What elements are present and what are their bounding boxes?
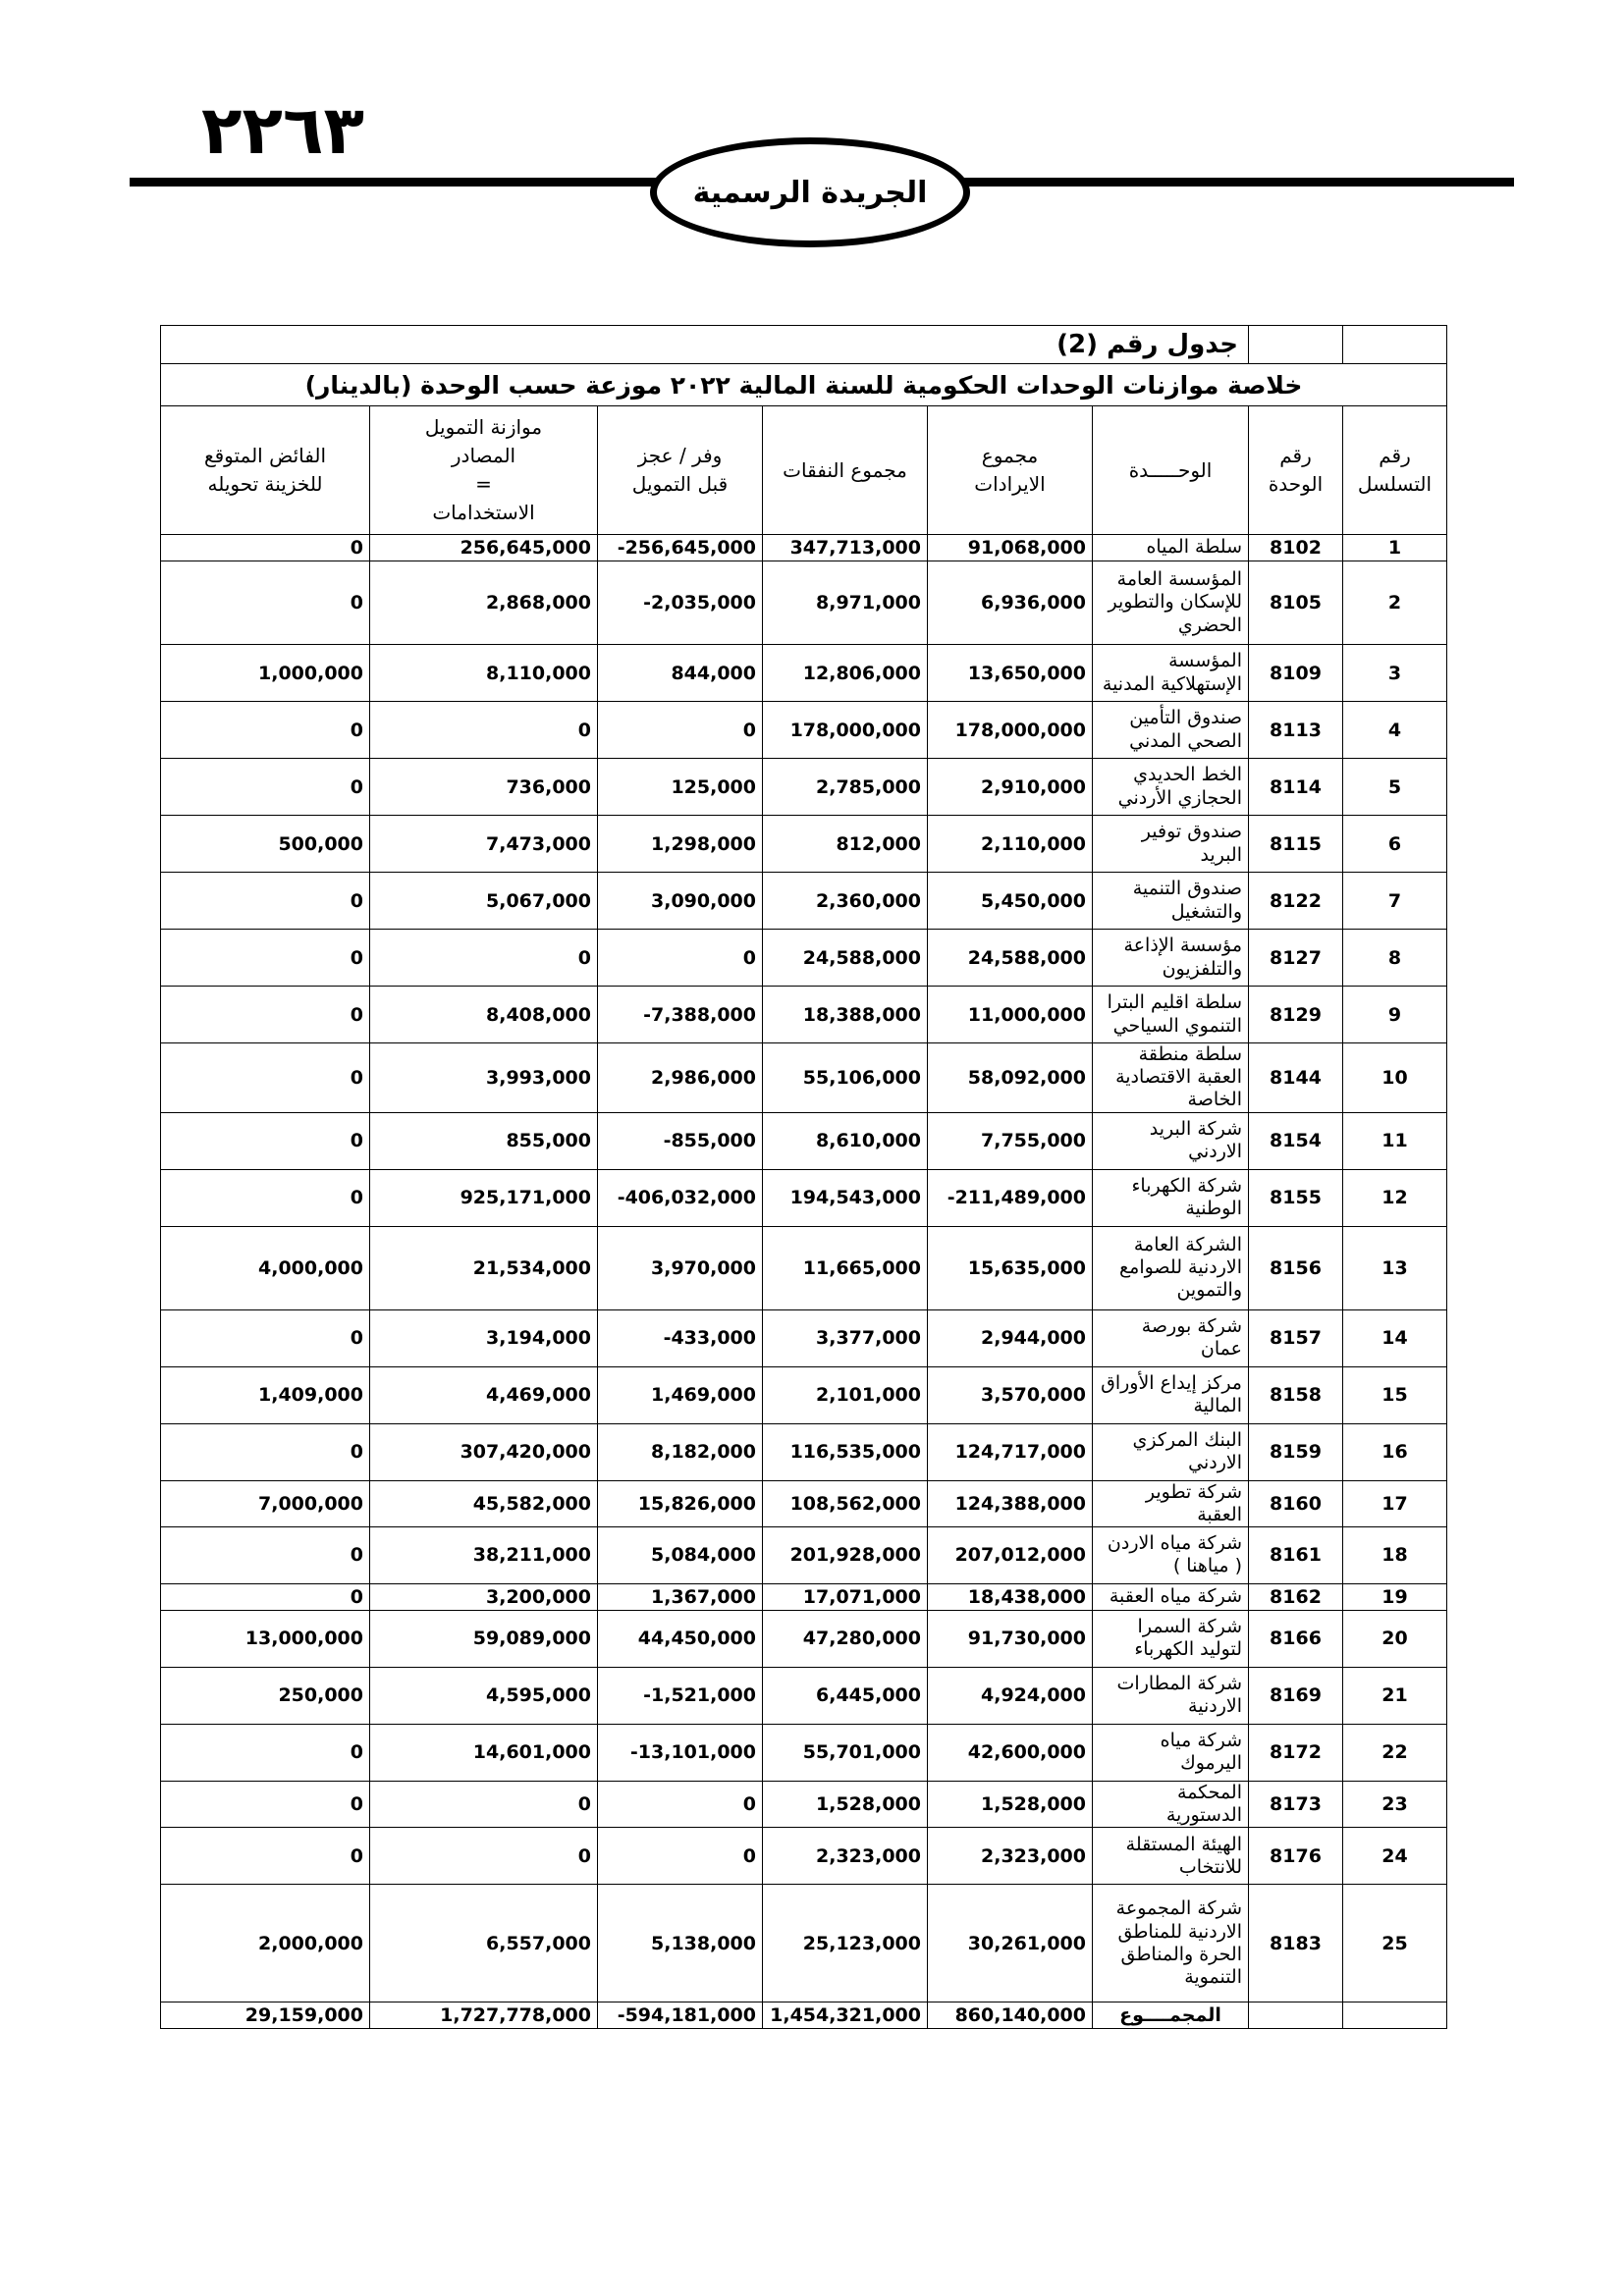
cell-unit-name: شركة المجموعة الاردنية للمناطق الحرة والمناطق التنموية <box>1093 1885 1249 2002</box>
header-unit-name: الوحـــــدة <box>1093 406 1249 535</box>
cell-surplus: 0 <box>161 930 370 987</box>
cell-expenditures: 11,665,000 <box>763 1226 928 1309</box>
cell-financing: 45,582,000 <box>370 1480 598 1526</box>
header-serial: رقم التسلسل <box>1343 406 1447 535</box>
cell-expenditures: 194,543,000 <box>763 1169 928 1226</box>
cell-unit-code: 8105 <box>1249 561 1343 645</box>
masthead-oval <box>650 137 970 247</box>
cell-unit-code: 8102 <box>1249 535 1343 561</box>
cell-revenues: 18,438,000 <box>928 1583 1093 1610</box>
cell-surplus: 0 <box>161 1781 370 1827</box>
table-row <box>161 1226 1447 1309</box>
cell-revenues: 6,936,000 <box>928 561 1093 645</box>
cell-expenditures: 116,535,000 <box>763 1423 928 1480</box>
table-row <box>161 1667 1447 1724</box>
cell-unit-name: شركة الكهرباء الوطنية <box>1093 1169 1249 1226</box>
cell-revenues: 3,570,000 <box>928 1366 1093 1423</box>
table-row <box>161 1724 1447 1781</box>
cell-unit-name: شركة البريد الاردني <box>1093 1112 1249 1169</box>
cell-unit-name: سلطة المياه <box>1093 535 1249 561</box>
cell-financing: 0 <box>370 930 598 987</box>
cell-surplus: 0 <box>161 535 370 561</box>
table-subtitle-row <box>161 364 1447 406</box>
cell-unit-name: صندوق توفير البريد <box>1093 816 1249 873</box>
cell-surplus: 0 <box>161 1169 370 1226</box>
table-row <box>161 1112 1447 1169</box>
cell-unit-name: شركة مياه العقبة <box>1093 1583 1249 1610</box>
cell-unit-code: 8115 <box>1249 816 1343 873</box>
cell-revenues: 24,588,000 <box>928 930 1093 987</box>
cell-expenditures: 47,280,000 <box>763 1610 928 1667</box>
cell-unit-name: الهيئة المستقلة للانتخاب <box>1093 1828 1249 1885</box>
cell-financing: 307,420,000 <box>370 1423 598 1480</box>
cell-balance: -855,000 <box>598 1112 763 1169</box>
table-row <box>161 1828 1447 1885</box>
cell-serial: 19 <box>1343 1583 1447 1610</box>
table-subtitle: خلاصة موازنات الوحدات الحكومية للسنة المالية ٢٠٢٢ موزعة حسب الوحدة (بالدينار) <box>161 364 1447 406</box>
table-row <box>161 1610 1447 1667</box>
cell-expenditures: 8,610,000 <box>763 1112 928 1169</box>
cell-surplus: 13,000,000 <box>161 1610 370 1667</box>
cell-unit-name: المؤسسة العامة للإسكان والتطوير الحضري <box>1093 561 1249 645</box>
total-empty-serial <box>1343 2002 1447 2029</box>
table-title-row <box>161 326 1447 364</box>
cell-surplus: 0 <box>161 1043 370 1113</box>
cell-unit-code: 8155 <box>1249 1169 1343 1226</box>
cell-serial: 15 <box>1343 1366 1447 1423</box>
cell-unit-code: 8109 <box>1249 645 1343 702</box>
cell-expenditures: 55,106,000 <box>763 1043 928 1113</box>
page-number: ٢٢٦٣ <box>201 92 365 170</box>
table-row <box>161 1043 1447 1113</box>
cell-financing: 5,067,000 <box>370 873 598 930</box>
cell-surplus: 0 <box>161 1526 370 1583</box>
table-row <box>161 702 1447 759</box>
cell-expenditures: 178,000,000 <box>763 702 928 759</box>
cell-balance: -7,388,000 <box>598 987 763 1043</box>
cell-unit-code: 8157 <box>1249 1309 1343 1366</box>
cell-serial: 11 <box>1343 1112 1447 1169</box>
cell-serial: 1 <box>1343 535 1447 561</box>
cell-unit-name: شركة السمرا لتوليد الكهرباء <box>1093 1610 1249 1667</box>
cell-expenditures: 55,701,000 <box>763 1724 928 1781</box>
table-row <box>161 645 1447 702</box>
cell-expenditures: 3,377,000 <box>763 1309 928 1366</box>
cell-surplus: 0 <box>161 702 370 759</box>
cell-balance: 844,000 <box>598 645 763 702</box>
cell-unit-code: 8160 <box>1249 1480 1343 1526</box>
cell-unit-name: الخط الحديدي الحجازي الأردني <box>1093 759 1249 816</box>
header-surplus: الفائض المتوقع للخزينة تحويله <box>161 406 370 535</box>
cell-expenditures: 347,713,000 <box>763 535 928 561</box>
table-row <box>161 987 1447 1043</box>
header-revenues: مجموع الايرادات <box>928 406 1093 535</box>
cell-expenditures: 12,806,000 <box>763 645 928 702</box>
cell-expenditures: 17,071,000 <box>763 1583 928 1610</box>
cell-financing: 3,200,000 <box>370 1583 598 1610</box>
cell-balance: 1,469,000 <box>598 1366 763 1423</box>
cell-revenues: 4,924,000 <box>928 1667 1093 1724</box>
cell-unit-code: 8166 <box>1249 1610 1343 1667</box>
cell-expenditures: 24,588,000 <box>763 930 928 987</box>
cell-revenues: 2,910,000 <box>928 759 1093 816</box>
cell-balance: 3,090,000 <box>598 873 763 930</box>
cell-serial: 3 <box>1343 645 1447 702</box>
cell-surplus: 0 <box>161 1309 370 1366</box>
table-row <box>161 535 1447 561</box>
cell-unit-code: 8169 <box>1249 1667 1343 1724</box>
cell-surplus: 0 <box>161 873 370 930</box>
cell-balance: 2,986,000 <box>598 1043 763 1113</box>
cell-revenues: 124,388,000 <box>928 1480 1093 1526</box>
cell-financing: 7,473,000 <box>370 816 598 873</box>
table-row <box>161 1309 1447 1366</box>
cell-unit-code: 8156 <box>1249 1226 1343 1309</box>
cell-revenues: 30,261,000 <box>928 1885 1093 2002</box>
cell-financing: 38,211,000 <box>370 1526 598 1583</box>
cell-expenditures: 1,528,000 <box>763 1781 928 1827</box>
cell-surplus: 4,000,000 <box>161 1226 370 1309</box>
cell-financing: 0 <box>370 1781 598 1827</box>
cell-balance: 1,367,000 <box>598 1583 763 1610</box>
cell-expenditures: 18,388,000 <box>763 987 928 1043</box>
masthead-title: الجريدة الرسمية <box>692 175 928 210</box>
cell-surplus: 0 <box>161 987 370 1043</box>
cell-serial: 2 <box>1343 561 1447 645</box>
cell-unit-code: 8176 <box>1249 1828 1343 1885</box>
cell-financing: 925,171,000 <box>370 1169 598 1226</box>
column-header-row <box>161 406 1447 535</box>
cell-unit-name: شركة المطارات الاردنية <box>1093 1667 1249 1724</box>
cell-serial: 25 <box>1343 1885 1447 2002</box>
table-row <box>161 759 1447 816</box>
cell-surplus: 500,000 <box>161 816 370 873</box>
cell-revenues: 178,000,000 <box>928 702 1093 759</box>
cell-surplus: 0 <box>161 561 370 645</box>
cell-financing: 3,993,000 <box>370 1043 598 1113</box>
cell-surplus: 0 <box>161 1828 370 1885</box>
cell-balance: -2,035,000 <box>598 561 763 645</box>
cell-balance: 0 <box>598 1781 763 1827</box>
cell-balance: -1,521,000 <box>598 1667 763 1724</box>
cell-unit-name: شركة تطوير العقبة <box>1093 1480 1249 1526</box>
header-unit-code: رقم الوحدة <box>1249 406 1343 535</box>
cell-financing: 8,408,000 <box>370 987 598 1043</box>
total-balance: -594,181,000 <box>598 2002 763 2029</box>
table-row <box>161 1583 1447 1610</box>
cell-surplus: 7,000,000 <box>161 1480 370 1526</box>
table-row <box>161 1366 1447 1423</box>
cell-financing: 2,868,000 <box>370 561 598 645</box>
cell-revenues: 124,717,000 <box>928 1423 1093 1480</box>
cell-unit-code: 8113 <box>1249 702 1343 759</box>
cell-unit-code: 8172 <box>1249 1724 1343 1781</box>
cell-serial: 23 <box>1343 1781 1447 1827</box>
cell-surplus: 0 <box>161 1724 370 1781</box>
cell-surplus: 250,000 <box>161 1667 370 1724</box>
table-row <box>161 930 1447 987</box>
total-row <box>161 2002 1447 2029</box>
table-row <box>161 873 1447 930</box>
cell-unit-name: مركز إيداع الأوراق المالية <box>1093 1366 1249 1423</box>
cell-surplus: 1,409,000 <box>161 1366 370 1423</box>
cell-expenditures: 6,445,000 <box>763 1667 928 1724</box>
cell-revenues: 42,600,000 <box>928 1724 1093 1781</box>
cell-serial: 24 <box>1343 1828 1447 1885</box>
cell-revenues: 58,092,000 <box>928 1043 1093 1113</box>
cell-financing: 736,000 <box>370 759 598 816</box>
cell-balance: 0 <box>598 930 763 987</box>
cell-expenditures: 2,360,000 <box>763 873 928 930</box>
cell-unit-name: سلطة منطقة العقبة الاقتصادية الخاصة <box>1093 1043 1249 1113</box>
cell-unit-code: 8183 <box>1249 1885 1343 2002</box>
cell-unit-code: 8122 <box>1249 873 1343 930</box>
cell-balance: 5,138,000 <box>598 1885 763 2002</box>
cell-revenues: 207,012,000 <box>928 1526 1093 1583</box>
cell-unit-name: شركة مياه الاردن ( مياهنا ) <box>1093 1526 1249 1583</box>
cell-unit-code: 8127 <box>1249 930 1343 987</box>
cell-revenues: 2,323,000 <box>928 1828 1093 1885</box>
cell-financing: 6,557,000 <box>370 1885 598 2002</box>
cell-financing: 0 <box>370 702 598 759</box>
total-surplus: 29,159,000 <box>161 2002 370 2029</box>
cell-serial: 8 <box>1343 930 1447 987</box>
cell-surplus: 0 <box>161 1423 370 1480</box>
table-title: جدول رقم (2) <box>1056 330 1238 359</box>
cell-unit-code: 8158 <box>1249 1366 1343 1423</box>
cell-unit-name: البنك المركزي الاردني <box>1093 1423 1249 1480</box>
cell-financing: 855,000 <box>370 1112 598 1169</box>
budget-table <box>160 325 1447 2029</box>
cell-surplus: 0 <box>161 1112 370 1169</box>
cell-revenues: 7,755,000 <box>928 1112 1093 1169</box>
header-balance: وفر / عجز قبل التمويل <box>598 406 763 535</box>
cell-unit-name: شركة مياه اليرموك <box>1093 1724 1249 1781</box>
cell-balance: 3,970,000 <box>598 1226 763 1309</box>
cell-revenues: 5,450,000 <box>928 873 1093 930</box>
cell-unit-code: 8154 <box>1249 1112 1343 1169</box>
total-label: المجمــــوع <box>1093 2002 1249 2029</box>
cell-financing: 3,194,000 <box>370 1309 598 1366</box>
total-revenues: 860,140,000 <box>928 2002 1093 2029</box>
cell-financing: 59,089,000 <box>370 1610 598 1667</box>
cell-serial: 9 <box>1343 987 1447 1043</box>
cell-revenues: 2,944,000 <box>928 1309 1093 1366</box>
cell-serial: 16 <box>1343 1423 1447 1480</box>
cell-unit-name: سلطة اقليم البترا التنموي السياحي <box>1093 987 1249 1043</box>
cell-revenues: 1,528,000 <box>928 1781 1093 1827</box>
total-expenditures: 1,454,321,000 <box>763 2002 928 2029</box>
cell-unit-name: مؤسسة الإذاعة والتلفزيون <box>1093 930 1249 987</box>
table-row <box>161 1480 1447 1526</box>
table-row <box>161 1526 1447 1583</box>
cell-unit-code: 8114 <box>1249 759 1343 816</box>
table-row <box>161 816 1447 873</box>
table-row <box>161 1781 1447 1827</box>
cell-revenues: 11,000,000 <box>928 987 1093 1043</box>
cell-financing: 8,110,000 <box>370 645 598 702</box>
cell-revenues: 15,635,000 <box>928 1226 1093 1309</box>
cell-unit-name: صندوق التأمين الصحي المدني <box>1093 702 1249 759</box>
cell-revenues: 2,110,000 <box>928 816 1093 873</box>
table-row <box>161 1423 1447 1480</box>
cell-financing: 14,601,000 <box>370 1724 598 1781</box>
cell-balance: 0 <box>598 1828 763 1885</box>
cell-serial: 12 <box>1343 1169 1447 1226</box>
cell-unit-name: المحكمة الدستورية <box>1093 1781 1249 1827</box>
cell-surplus: 2,000,000 <box>161 1885 370 2002</box>
cell-serial: 18 <box>1343 1526 1447 1583</box>
cell-balance: -256,645,000 <box>598 535 763 561</box>
cell-serial: 7 <box>1343 873 1447 930</box>
cell-expenditures: 2,785,000 <box>763 759 928 816</box>
cell-serial: 20 <box>1343 1610 1447 1667</box>
cell-serial: 4 <box>1343 702 1447 759</box>
cell-unit-name: المؤسسة الإستهلاكية المدنية <box>1093 645 1249 702</box>
cell-expenditures: 2,323,000 <box>763 1828 928 1885</box>
cell-revenues: 13,650,000 <box>928 645 1093 702</box>
cell-balance: 44,450,000 <box>598 1610 763 1667</box>
cell-revenues: 91,730,000 <box>928 1610 1093 1667</box>
table-row <box>161 1885 1447 2002</box>
cell-unit-code: 8162 <box>1249 1583 1343 1610</box>
cell-expenditures: 812,000 <box>763 816 928 873</box>
cell-serial: 13 <box>1343 1226 1447 1309</box>
cell-serial: 22 <box>1343 1724 1447 1781</box>
cell-balance: -406,032,000 <box>598 1169 763 1226</box>
cell-unit-name: صندوق التنمية والتشغيل <box>1093 873 1249 930</box>
cell-expenditures: 8,971,000 <box>763 561 928 645</box>
cell-surplus: 0 <box>161 759 370 816</box>
cell-balance: -13,101,000 <box>598 1724 763 1781</box>
cell-serial: 21 <box>1343 1667 1447 1724</box>
cell-expenditures: 201,928,000 <box>763 1526 928 1583</box>
cell-revenues: -211,489,000 <box>928 1169 1093 1226</box>
cell-balance: 8,182,000 <box>598 1423 763 1480</box>
cell-unit-code: 8161 <box>1249 1526 1343 1583</box>
cell-balance: -433,000 <box>598 1309 763 1366</box>
cell-revenues: 91,068,000 <box>928 535 1093 561</box>
cell-financing: 4,595,000 <box>370 1667 598 1724</box>
cell-surplus: 1,000,000 <box>161 645 370 702</box>
cell-unit-name: شركة بورصة عمان <box>1093 1309 1249 1366</box>
cell-serial: 6 <box>1343 816 1447 873</box>
header-expenditures: مجموع النفقات <box>763 406 928 535</box>
cell-balance: 125,000 <box>598 759 763 816</box>
cell-serial: 5 <box>1343 759 1447 816</box>
total-empty-code <box>1249 2002 1343 2029</box>
cell-unit-code: 8144 <box>1249 1043 1343 1113</box>
cell-expenditures: 25,123,000 <box>763 1885 928 2002</box>
cell-serial: 14 <box>1343 1309 1447 1366</box>
cell-balance: 1,298,000 <box>598 816 763 873</box>
table-row <box>161 1169 1447 1226</box>
cell-unit-code: 8173 <box>1249 1781 1343 1827</box>
cell-unit-name: الشركة العامة الاردنية للصوامع والتموين <box>1093 1226 1249 1309</box>
header-financing: موازنة التمويل المصادر = الاستخدامات <box>370 406 598 535</box>
table-title-cell <box>161 326 1249 364</box>
cell-expenditures: 2,101,000 <box>763 1366 928 1423</box>
cell-balance: 0 <box>598 702 763 759</box>
cell-serial: 17 <box>1343 1480 1447 1526</box>
total-financing: 1,727,778,000 <box>370 2002 598 2029</box>
cell-expenditures: 108,562,000 <box>763 1480 928 1526</box>
cell-balance: 5,084,000 <box>598 1526 763 1583</box>
cell-financing: 4,469,000 <box>370 1366 598 1423</box>
cell-unit-code: 8159 <box>1249 1423 1343 1480</box>
table-row <box>161 561 1447 645</box>
cell-balance: 15,826,000 <box>598 1480 763 1526</box>
cell-serial: 10 <box>1343 1043 1447 1113</box>
cell-unit-code: 8129 <box>1249 987 1343 1043</box>
cell-financing: 21,534,000 <box>370 1226 598 1309</box>
cell-financing: 0 <box>370 1828 598 1885</box>
cell-financing: 256,645,000 <box>370 535 598 561</box>
cell-surplus: 0 <box>161 1583 370 1610</box>
